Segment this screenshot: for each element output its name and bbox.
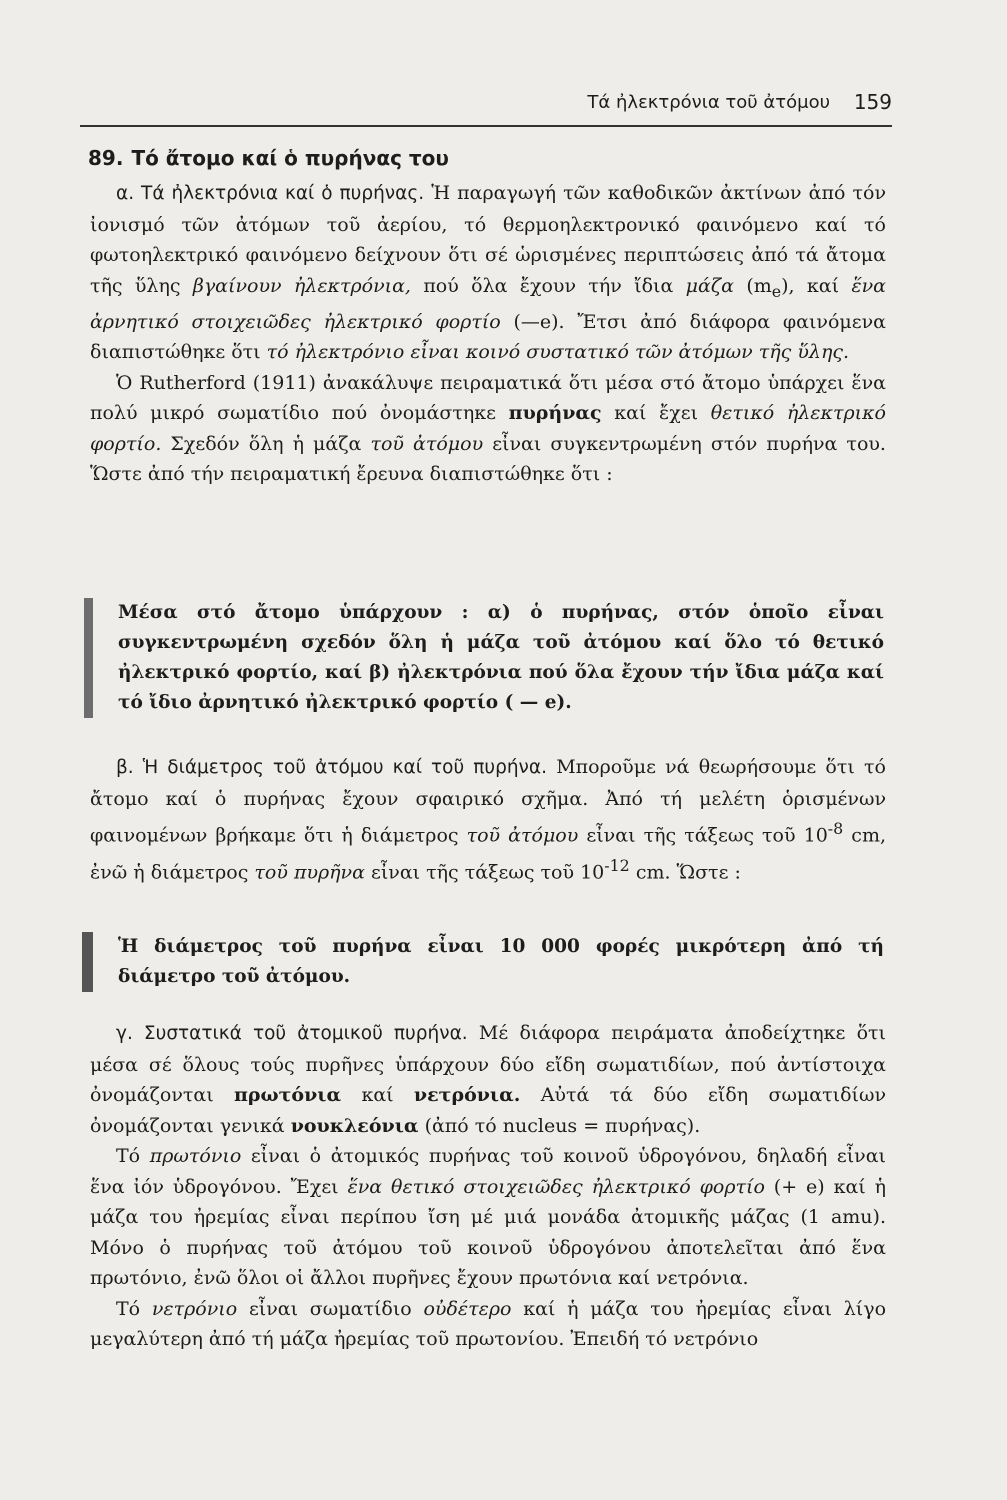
emphasis: πρωτόνιο <box>149 1145 242 1167</box>
text-run: Σχεδόν ὅλη ἡ μάζα <box>170 432 362 455</box>
callout-bar <box>82 932 93 992</box>
header-rule <box>80 125 892 127</box>
part-a-heading: α. Τά ἠλεκτρόνια καί ὁ πυρήνας. <box>116 183 425 204</box>
part-c-paragraph-1 <box>90 1018 886 1141</box>
part-c-paragraph-3 <box>90 1294 886 1355</box>
emphasis: οὐδέτερο <box>423 1297 512 1320</box>
part-a <box>90 178 886 490</box>
emphasis: θετικό ἠλεκτρικό φορτίο. <box>90 402 886 455</box>
text-run: καί ἔχει <box>614 402 699 425</box>
part-c-paragraph-2 <box>90 1141 886 1294</box>
text-run: ), καί <box>781 274 840 297</box>
text-run: Τό <box>116 1145 141 1167</box>
callout-bar <box>84 598 93 718</box>
text-run: εἶναι σωματίδιο <box>248 1297 412 1320</box>
text-run: Μέ διάφορα πειράματα ἀποδείχτηκε ὅτι μέσα σέ ὅλους τούς πυρῆνες ὑπάρχουν δύο εἴδη σωματιδίων, πού ἀντίστοιχα ὀνομάζονται <box>90 1022 887 1106</box>
part-c <box>90 1018 886 1355</box>
part-b <box>90 752 886 888</box>
text-run: cm. Ὥστε : <box>635 861 741 884</box>
bold-term: πυρήνας <box>508 402 602 425</box>
part-b-paragraph <box>90 752 886 888</box>
text-run: Τό <box>116 1297 141 1320</box>
callout-box-2 <box>84 932 884 992</box>
text-run: εἶναι συγκεντρωμένη στόν πυρήνα του. Ὥστε ἀπό τήν πειραματική ἔρευνα διαπιστώθηκε ὅτι : <box>90 432 886 486</box>
superscript: -12 <box>604 855 630 875</box>
subscript: e <box>771 281 782 301</box>
text-run: Αὐτά τά δύο εἴδη σωματιδίων ὀνομάζονται γενικά <box>90 1084 887 1137</box>
text-run: εἶναι τῆς τάξεως τοῦ 10 <box>370 861 605 884</box>
emphasis: τό ἠλεκτρόνιο εἶναι κοινό συστατικό τῶν ἀτόμων τῆς ὕλης. <box>266 341 850 364</box>
page-number: 159 <box>853 90 892 114</box>
section-title-text: Τό ἄτομο καί ὁ πυρήνας του <box>131 146 449 170</box>
emphasis: ἕνα θετικό στοιχειῶδες ἠλεκτρικό φορτίο <box>347 1175 765 1198</box>
callout-box-1 <box>84 598 884 718</box>
superscript: -8 <box>827 819 844 838</box>
text-run: (—e). Ἔτσι ἀπό διάφορα φαινόμενα διαπιστώθηκε ὅτι <box>90 310 886 364</box>
bold-term: νετρόνια. <box>413 1084 521 1106</box>
part-a-paragraph-2 <box>90 368 886 490</box>
text-run: (+ e) καί ἡ μάζα του ἠρεμίας εἶναι περίπου ἴση μέ μιά μονάδα ἀτομικῆς μάζας (1 amu). Μόνο ὁ πυρήνας τοῦ ἀτόμου τοῦ κοινοῦ ὑδρογόνου ἀποτελεῖται ἀπό ἕνα πρωτόνιο, ἐνῶ ὅλοι οἱ ἄλλοι πυρῆνες ἔχουν πρωτόνια καί νετρόνια. <box>90 1175 886 1289</box>
emphasis: βγαίνουν ἠλεκτρόνια, <box>192 274 411 297</box>
emphasis: τοῦ πυρῆνα <box>254 861 365 884</box>
text-run: πού ὅλα ἔχουν τήν ἴδια <box>423 274 674 297</box>
emphasis: τοῦ ἀτόμου <box>466 824 579 847</box>
emphasis: νετρόνιο <box>151 1297 238 1320</box>
text-run: (ἀπό τό nucleus = πυρήνας). <box>424 1114 701 1137</box>
bold-term: πρωτόνια <box>234 1084 342 1106</box>
running-head-title: Τά ἠλεκτρόνια τοῦ ἀτόμου <box>587 92 830 113</box>
callout-2-text: Ἡ διάμετρος τοῦ πυρήνα εἶναι 10 000 φορές μικρότερη ἀπό τή διάμετρο τοῦ ἀτόμου. <box>118 936 884 987</box>
running-head <box>80 90 892 120</box>
callout-1-text: Μέσα στό ἄτομο ὑπάρχουν : α) ὁ πυρήνας, στόν ὁποῖο εἶναι συγκεντρωμένη σχεδόν ὅλη ἡ μάζα τοῦ ἀτόμου καί ὅλο τό θετικό ἠλεκτρικό φορτίο, καί β) ἠλεκτρόνια πού ὅλα ἔχουν τήν ἴδια μάζα καί τό ἴδιο ἀρνητικό ἠλεκτρικό φορτίο ( — e). <box>118 602 884 713</box>
part-b-heading: β. Ἡ διάμετρος τοῦ ἀτόμου καί τοῦ πυρήνα. <box>116 757 547 778</box>
part-a-paragraph-1 <box>90 178 886 368</box>
text-run: Ὁ Rutherford (1911) ἀνακάλυψε πειραματικά ὅτι μέσα στό ἄτομο ὑπάρχει ἕνα πολύ μικρό σωματίδιο πού ὀνομάστηκε <box>90 371 886 425</box>
text-run: εἶναι τῆς τάξεως τοῦ 10 <box>586 824 828 847</box>
emphasis: ἕνα ἀρνητικό στοιχειῶδες ἠλεκτρικό φορτίο <box>90 274 886 333</box>
text-run: καί <box>361 1084 394 1106</box>
emphasis: τοῦ ἀτόμου <box>370 432 484 455</box>
part-c-heading: γ. Συστατικά τοῦ ἀτομικοῦ πυρήνα. <box>116 1023 468 1044</box>
section-title <box>88 146 449 170</box>
text-run: cm, ἐνῶ ἡ διάμετρος <box>90 824 886 884</box>
section-number: 89. <box>88 146 124 170</box>
emphasis: μάζα <box>685 274 734 297</box>
text-run: εἶναι ὁ ἀτομικός πυρήνας τοῦ κοινοῦ ὑδρογόνου, δηλαδή εἶναι ἕνα ἰόν ὑδρογόνου. Ἔχει <box>90 1145 886 1198</box>
text-run: Ἡ παραγωγή τῶν καθοδικῶν ἀκτίνων ἀπό τόν ἰονισμό τῶν ἀτόμων τοῦ ἀερίου, τό θερμοηλεκτρονικό φαινόμενο καί τό φωτοηλεκτρικό φαινόμενο δείχνουν ὅτι σέ ὡρισμένες περιπτώσεις ἀπό τά ἄτομα τῆς ὕλης <box>90 182 887 297</box>
text-run: Μποροῦμε νά θεωρήσουμε ὅτι τό ἄτομο καί ὁ πυρήνας ἔχουν σφαιρικό σχῆμα. Ἀπό τή μελέτη ὁρισμένων φαινομένων βρήκαμε ὅτι ἡ διάμετρος <box>90 756 886 847</box>
text-run: καί ἡ μάζα του ἠρεμίας εἶναι λίγο μεγαλύτερη ἀπό τή μάζα ἠρεμίας τοῦ πρωτονίου. Ἐπειδή τό νετρόνιο <box>90 1297 887 1350</box>
text-run: (m <box>746 274 772 297</box>
bold-term: νουκλεόνια <box>290 1114 419 1137</box>
